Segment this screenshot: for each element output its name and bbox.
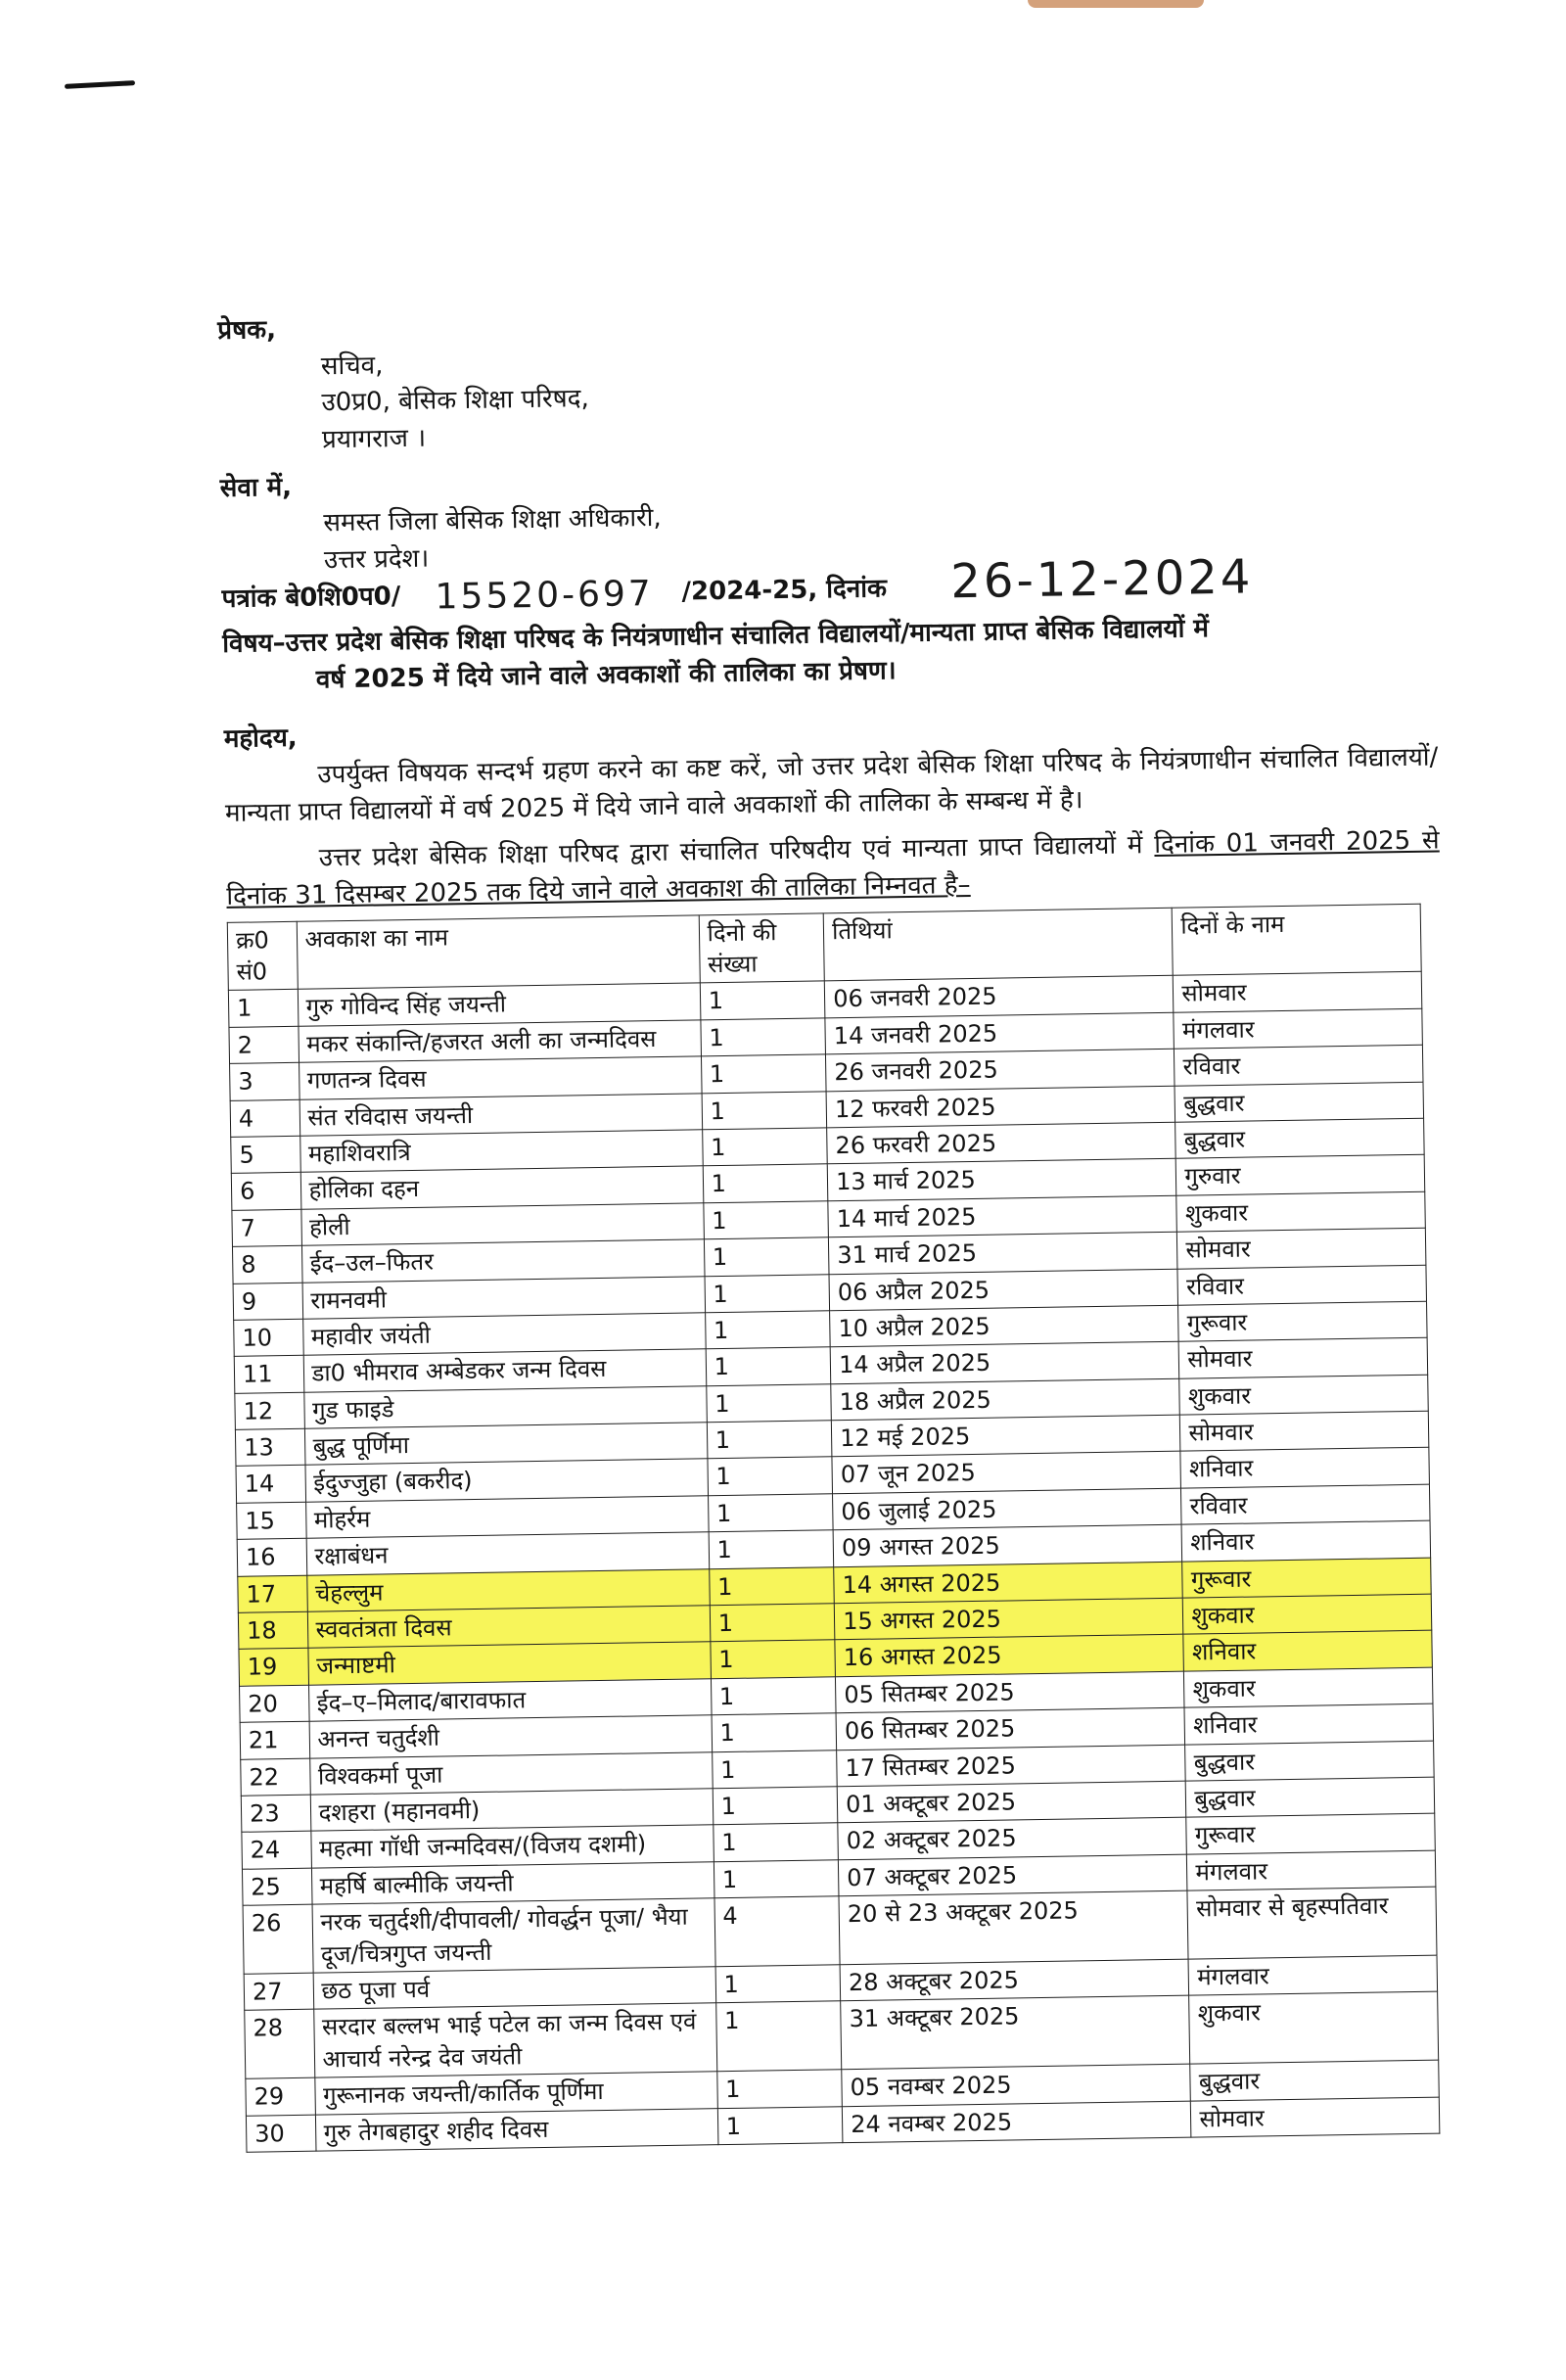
cell-weekday: शनिवार [1183,1631,1432,1671]
cell-holiday-name: होलिका दहन [300,1166,704,1209]
cell-weekday: सोमवार [1191,2097,1440,2137]
cell-days-count: 1 [709,1530,834,1568]
cell-serial: 5 [231,1136,300,1173]
cell-serial: 30 [246,2115,315,2152]
cell-date: 05 नवम्बर 2025 [842,2064,1191,2106]
cell-date: 24 नवम्बर 2025 [842,2101,1191,2143]
cell-date: 12 मई 2025 [831,1415,1180,1457]
cell-serial: 14 [236,1466,305,1503]
cell-holiday-name: गणतन्त्र दिवस [299,1056,702,1099]
cell-weekday: गुरुवार [1176,1155,1425,1195]
cell-weekday: रविवार [1174,1045,1423,1085]
cell-holiday-name: विश्वकर्मा पूजा [309,1751,713,1795]
cell-date: 15 अगस्त 2025 [834,1598,1183,1640]
cell-serial: 21 [240,1721,309,1758]
cell-serial: 27 [244,1973,313,2010]
cell-days-count: 1 [715,1965,841,2003]
cell-days-count: 1 [711,1640,836,1678]
cell-weekday: शनिवार [1181,1520,1430,1561]
cell-date: 16 अगस्त 2025 [835,1635,1184,1677]
cell-days-count: 1 [716,2070,842,2108]
sender-office: उ0प्र0, बेसिक शिक्षा परिषद, [321,384,589,418]
cell-days-count: 1 [701,1018,826,1056]
cell-date: 18 अप्रैल 2025 [831,1378,1180,1421]
cell-weekday: मंगलवार [1187,1850,1436,1890]
paragraph-2-underlined: दिनांक 01 जनवरी 2025 से दिनांक 31 दिसम्बर 2025 तक दिये जाने वाले अवकाश की तालिका निम्नवत है– [226,825,1440,911]
cell-days-count: 1 [701,1054,826,1093]
cell-days-count: 1 [710,1604,835,1642]
cell-days-count: 1 [709,1566,834,1605]
cell-holiday-name: गुरु तेगबहादुर शहीद दिवस [315,2108,718,2151]
cell-serial: 6 [231,1173,300,1210]
cell-serial: 8 [232,1245,301,1283]
salutation: महोदय, [223,723,298,755]
cell-holiday-name: ईद–ए–मिलाद/बारावफात [308,1679,712,1722]
cell-holiday-name: महाशिवरात्रि [299,1130,703,1173]
cell-date: 17 सितम्बर 2025 [837,1745,1186,1787]
cell-days-count: 1 [712,1713,837,1751]
cell-date: 31 मार्च 2025 [829,1232,1178,1274]
cell-days-count: 1 [711,1677,836,1715]
cell-weekday: बुद्धवार [1186,1777,1435,1817]
cell-days-count: 1 [706,1383,831,1422]
recipient-state: उत्तर प्रदेश। [323,543,430,576]
cell-weekday: सोमवार [1180,1411,1429,1451]
sender-city: प्रयागराज । [321,423,427,455]
cell-days-count: 1 [712,1750,837,1788]
cell-date: 07 जून 2025 [832,1452,1181,1494]
cell-holiday-name: मकर संकान्ति/हजरत अली का जन्मदिवस [298,1020,701,1063]
cell-holiday-name: मोहर्रम [305,1496,709,1539]
cell-date: 26 फरवरी 2025 [827,1122,1176,1164]
cell-weekday: मंगलवार [1174,1008,1422,1049]
cell-serial: 20 [240,1685,309,1722]
cell-serial: 22 [241,1758,310,1796]
cell-holiday-name: महर्षि बाल्मीकि जयन्ती [311,1862,714,1905]
cell-days-count: 1 [704,1237,829,1276]
cell-weekday: शनिवार [1184,1703,1433,1744]
cell-serial: 13 [235,1428,304,1466]
recipient-label: सेवा में, [219,472,293,503]
recipient-designation: समस्त जिला बेसिक शिक्षा अधिकारी, [323,503,662,538]
cell-date: 14 अगस्त 2025 [834,1562,1183,1604]
cell-serial: 12 [235,1392,304,1429]
reference-prefix: पत्रांक बे0शि0प0/ [221,581,401,614]
table-body [228,972,1439,2153]
cell-weekday: बुद्धवार [1190,2060,1439,2100]
cell-serial: 16 [237,1538,306,1575]
cell-days-count: 1 [707,1421,832,1459]
header-holiday-name: अवकाश का नाम [297,914,700,989]
cell-serial: 19 [239,1649,308,1686]
cell-days-count: 1 [717,2106,843,2144]
cell-holiday-name: बुद्ध पूर्णिमा [304,1423,708,1466]
cell-weekday: सोमवार [1177,1228,1426,1268]
cell-date: 13 मार्च 2025 [827,1159,1176,1201]
cell-weekday: गुरूवार [1186,1814,1435,1854]
cell-serial: 24 [242,1832,311,1869]
cell-holiday-name: सरदार बल्लभ भाई पटेल का जन्म दिवस एवं आचार्य नरेन्द्र देव जयंती [313,2003,716,2077]
cell-serial: 15 [237,1502,306,1539]
cell-weekday: शुकवार [1189,1991,1439,2064]
cell-weekday: गुरूवार [1182,1558,1431,1598]
cell-date: 06 जनवरी 2025 [824,976,1174,1018]
cell-holiday-name: होली [300,1203,704,1246]
cell-serial: 23 [241,1795,310,1832]
cell-weekday: रविवार [1181,1484,1430,1524]
cell-date: 06 जुलाई 2025 [833,1488,1182,1530]
cell-holiday-name: ईदुज्जुहा (बकरीद) [304,1459,708,1502]
cell-weekday: रविवार [1177,1265,1426,1305]
cell-holiday-name: अनन्त चतुर्दशी [309,1715,713,1758]
cell-date: 31 अक्टूबर 2025 [841,1995,1190,2069]
header-serial: क्र0 सं0 [227,921,298,991]
cell-serial: 1 [228,990,298,1027]
cell-days-count: 1 [715,2001,842,2072]
cell-holiday-name: दशहरा (महानवमी) [310,1789,714,1832]
cell-weekday: सोमवार [1179,1338,1428,1378]
cell-weekday: शनिवार [1180,1448,1429,1488]
cell-holiday-name: डा0 भीमराव अम्बेडकर जन्म दिवस [303,1349,707,1392]
paragraph-1: उपर्युक्त विषयक सन्दर्भ ग्रहण करने का कष्ट करें, जो उत्तर प्रदेश बेसिक शिक्षा परिषद के नियंत्रणाधीन संचालित विद्यालयों/मान्यता प्राप्त विद्यालयों में वर्ष 2025 में दिये जाने वाले अवकाशों की तालिका के सम्बन्ध में है। [224,742,1439,828]
cell-days-count: 1 [705,1274,830,1312]
cell-holiday-name: स्ववतंत्रता दिवस [307,1606,711,1649]
cell-days-count: 1 [708,1494,833,1532]
cell-days-count: 1 [713,1787,838,1825]
holiday-table [227,903,1441,2152]
cell-date: 28 अक्टूबर 2025 [840,1959,1189,2001]
pen-dash-mark [65,80,135,89]
cell-date: 05 सितम्बर 2025 [836,1671,1185,1713]
sender-label: प्रेषक, [217,315,277,346]
cell-date: 12 फरवरी 2025 [826,1086,1175,1128]
sender-designation: सचिव, [320,350,384,382]
cell-weekday: शुकवार [1183,1594,1432,1634]
cell-holiday-name: गुरु गोविन्द सिंह जयन्ती [298,983,701,1026]
cell-days-count: 1 [703,1201,828,1239]
cell-holiday-name: गुड फाइडे [303,1385,707,1428]
cell-date: 14 अप्रैल 2025 [830,1342,1179,1384]
cell-date: 02 अक्टूबर 2025 [838,1818,1187,1860]
cell-serial: 17 [238,1575,307,1612]
header-dates: तिथियां [823,908,1173,981]
cell-days-count: 1 [706,1347,831,1385]
cell-weekday: बुद्धवार [1175,1118,1424,1158]
cell-holiday-name: चेहल्लुम [306,1568,710,1611]
cell-date: 10 अप्रैल 2025 [830,1305,1179,1347]
cell-days-count: 1 [702,1091,827,1129]
paragraph-2-start: उत्तर प्रदेश बेसिक शिक्षा परिषद द्वारा संचालित परिषदीय एवं मान्यता प्राप्त विद्यालयों में [318,830,1143,873]
reference-session: /2024-25, दिनांक [681,574,888,607]
cell-weekday: गुरूवार [1178,1301,1427,1341]
cell-days-count: 1 [713,1823,838,1861]
cell-holiday-name: नरक चतुर्दशी/दीपावली/ गोवर्द्धन पूजा/ भैया दूज/चित्रगुप्त जयन्ती [312,1898,715,1973]
cell-holiday-name: रामनवमी [302,1276,706,1319]
cell-holiday-name: ईद–उल–फितर [301,1239,705,1283]
cell-date: 06 अप्रैल 2025 [829,1269,1178,1311]
cell-date: 26 जनवरी 2025 [826,1049,1175,1091]
cell-weekday: सोमवार [1174,972,1422,1012]
header-weekday: दिनों के नाम [1173,904,1422,976]
cell-serial: 4 [230,1099,299,1137]
cell-date: 14 जनवरी 2025 [825,1012,1174,1054]
cell-weekday: बुद्धवार [1185,1741,1434,1781]
cell-date: 07 अक्टूबर 2025 [839,1854,1188,1896]
cell-holiday-name: रक्षाबंधन [306,1532,710,1575]
cell-serial: 28 [245,2010,315,2079]
cell-holiday-name: महावीर जयंती [302,1313,706,1356]
cell-serial: 9 [233,1283,302,1320]
cell-serial: 18 [238,1611,307,1649]
cell-serial: 10 [234,1319,303,1356]
cell-holiday-name: जन्माष्टमी [307,1642,711,1685]
cell-serial: 3 [230,1062,299,1099]
header-days-count: दिनो की संख्या [699,912,825,983]
cell-date: 06 सितम्बर 2025 [836,1707,1185,1750]
cell-serial: 25 [242,1868,311,1905]
subject-line-1: विषय–उत्तर प्रदेश बेसिक शिक्षा परिषद के नियंत्रणाधीन संचालित विद्यालयों/मान्यता प्राप्त बेसिक विद्यालयों में [222,613,1210,659]
cell-weekday: शुकवार [1176,1191,1425,1232]
cell-serial: 7 [232,1209,301,1246]
cell-weekday: मंगलवार [1188,1955,1437,1995]
cell-date: 20 से 23 अक्टूबर 2025 [839,1890,1188,1964]
cell-serial: 2 [229,1026,299,1063]
cell-weekday: बुद्धवार [1174,1082,1423,1122]
cell-weekday: सोमवार से बृहस्पतिवार [1187,1887,1437,1959]
page-top-edge [1028,0,1204,8]
cell-serial: 29 [246,2077,315,2115]
cell-holiday-name: छठ पूजा पर्व [313,1967,716,2010]
paragraph-2 [225,823,1440,916]
cell-days-count: 4 [714,1896,841,1967]
cell-days-count: 1 [703,1164,828,1202]
cell-serial: 11 [234,1356,303,1393]
cell-days-count: 1 [700,981,825,1019]
cell-weekday: शुकवार [1184,1667,1433,1707]
subject-line-2: वर्ष 2025 में दिये जाने वाले अवकाशों की तालिका का प्रेषण। [315,655,897,694]
cell-date: 14 मार्च 2025 [828,1195,1177,1237]
cell-days-count: 1 [714,1860,839,1898]
cell-weekday: शुकवार [1179,1375,1428,1415]
cell-date: 01 अक्टूबर 2025 [837,1781,1186,1823]
handwritten-letter-number: 15520-697 [435,573,655,618]
cell-days-count: 1 [702,1128,827,1166]
cell-serial: 26 [243,1904,313,1974]
handwritten-date: 26-12-2024 [949,549,1254,610]
cell-days-count: 1 [705,1311,830,1349]
letter-body [217,295,1459,2153]
cell-date: 09 अगस्त 2025 [833,1524,1182,1566]
cell-holiday-name: संत रविदास जयन्ती [299,1093,703,1136]
cell-holiday-name: गुरूनानक जयन्ती/कार्तिक पूर्णिमा [314,2072,717,2115]
cell-holiday-name: महत्मा गॉधी जन्मदिवस/(विजय दशमी) [310,1825,714,1868]
cell-days-count: 1 [708,1457,833,1495]
